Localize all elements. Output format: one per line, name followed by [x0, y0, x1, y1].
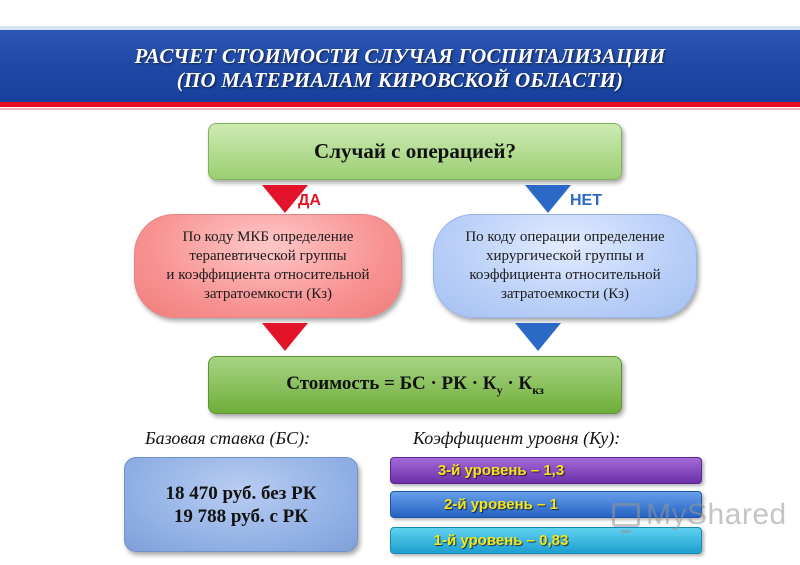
no-branch-box: [433, 214, 697, 318]
level-2-label: 2-й уровень – 1: [444, 496, 558, 513]
no-branch-line: хирургической группы и: [486, 248, 644, 264]
page-title-line2: (ПО МАТЕРИАЛАМ КИРОВСКОЙ ОБЛАСТИ): [176, 68, 624, 92]
decision-box: [208, 123, 622, 180]
header-top-strip: [0, 0, 800, 26]
formula-sub-kz: кз: [532, 382, 544, 397]
level-3-label: 3-й уровень – 1,3: [437, 462, 565, 479]
level-coef-caption: Коэффициент уровня (Ку):: [413, 428, 621, 448]
yes-branch-line: и коэффициента относительной: [166, 267, 370, 283]
yes-down-arrow-icon: [262, 323, 308, 351]
base-rate-caption: Базовая ставка (БС):: [145, 428, 311, 448]
watermark-text: MyShared: [646, 498, 787, 531]
level-1-label: 1-й уровень – 0,83: [433, 532, 569, 549]
watermark-screen-icon: [612, 503, 640, 527]
yes-branch-line: терапевтической группы: [189, 248, 347, 264]
yes-label: ДА: [298, 192, 321, 209]
header-red-stripe: [0, 102, 800, 107]
page-title-line1: РАСЧЕТ СТОИМОСТИ СЛУЧАЯ ГОСПИТАЛИЗАЦИИ: [134, 44, 666, 68]
no-down-arrow-icon: [515, 323, 561, 351]
formula-prefix: Стоимость = БС · РК · К: [286, 372, 497, 394]
yes-branch-line: затратоемкости (Кз): [203, 286, 332, 302]
no-branch-line: По коду операции определение: [465, 229, 665, 245]
formula-middle: · К: [502, 372, 533, 394]
base-rate-box: [124, 457, 358, 552]
formula-sub-level: у: [496, 382, 503, 397]
base-rate-line1: 18 470 руб. без РК: [165, 482, 317, 504]
no-arrow-icon: [525, 185, 571, 213]
decision-question: Случай с операцией?: [314, 139, 516, 163]
level-3-bar: [390, 457, 702, 484]
yes-branch-box: [134, 214, 402, 318]
no-branch-line: коэффициента относительной: [469, 267, 661, 283]
yes-branch-line: По коду МКБ определение: [182, 229, 354, 245]
base-rate-line2: 19 788 руб. с РК: [173, 505, 309, 527]
no-label: НЕТ: [570, 192, 602, 209]
header-red-stripe-light: [0, 108, 800, 110]
formula-text: [286, 373, 544, 398]
no-branch-line: затратоемкости (Кз): [500, 286, 629, 302]
formula-box: [208, 356, 622, 414]
